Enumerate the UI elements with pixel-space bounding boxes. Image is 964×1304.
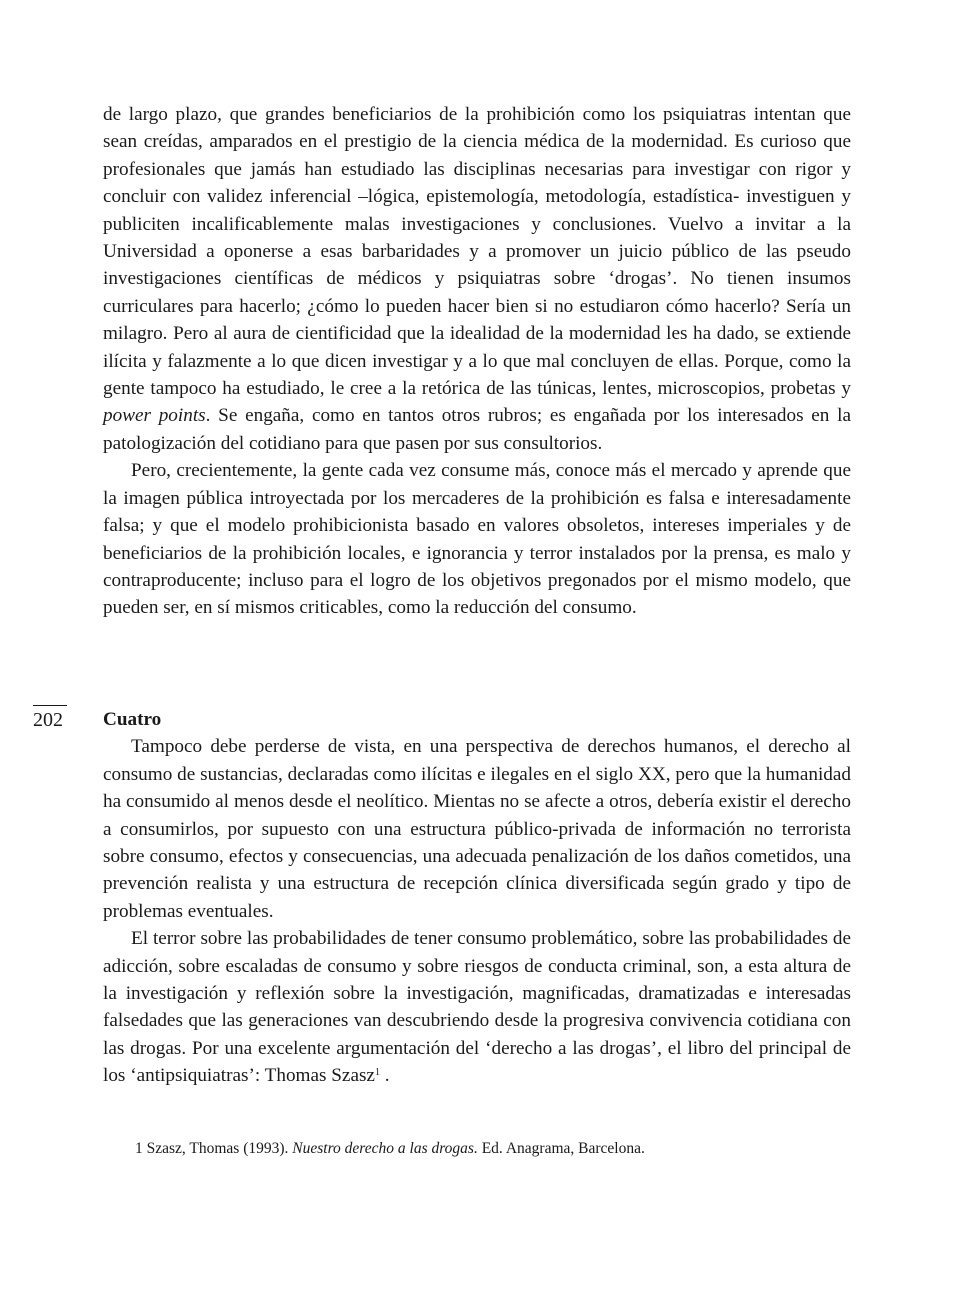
- page-number-rule: [33, 705, 67, 706]
- paragraph-pero: Pero, crecientemente, la gente cada vez consume más, conoce más el mercado y aprende que la imagen pública introyectada por los mercaderes de la prohibición es falsa e interesadamente falsa; y que el modelo prohibicionista basado en valores obsoletos, intereses imperiales y de beneficiarios de la prohibición locales, e ignorancia y terror instalados por la prensa, es malo y contraproducente; incluso para el logro de los objetivos pregonados por el mismo modelo, que pueden ser, en sí mismos criticables, como la reducción del consumo.: [103, 460, 851, 619]
- body-text-bottom: [103, 706, 851, 1090]
- paragraph-tampoco: Tampoco debe perderse de vista, en una perspectiva de derechos humanos, el derecho al consumo de sustancias, declaradas como ilícitas e ilegales en el siglo XX, pero que la humanidad ha consumido al menos desde el neolítico. Mientas no se afecte a otros, debería existir el derecho a consumirlos, por supuesto con una estructura público-privada de información no terrorista sobre consumo, efectos y consecuencias, una adecuada penalización de los daños cometidos, una prevención realista y una estructura de recepción clínica diversificada según grado y tipo de problemas eventuales.: [103, 736, 851, 922]
- footnote-number: 1: [135, 1140, 143, 1157]
- footnote-text: Szasz, Thomas (1993).: [142, 1140, 293, 1157]
- footnote-book-title: Nuestro derecho a las drogas.: [292, 1140, 478, 1157]
- footnote-publisher: Ed. Anagrama, Barcelona.: [477, 1140, 645, 1157]
- footnote: [135, 1138, 645, 1160]
- italic-term: power points: [103, 405, 206, 427]
- page-number: 202: [33, 709, 63, 731]
- paragraph-text-end: . Se engaña, como en tantos otros rubros; es engañada por los interesados en la patologización del cotidiano para que pasen por sus consultorios.: [103, 405, 851, 454]
- paragraph-end: .: [379, 1065, 390, 1087]
- paragraph-text: El terror sobre las probabilidades de tener consumo problemático, sobre las probabilidades de adicción, sobre escaladas de consumo y sobre riesgos de conducta criminal, son, a esta altura de la investigación y reflexión sobre la investigación, magnificadas, dramatizadas e interesadas falsedades que las generaciones van descubriendo desde la progresiva convivencia cotidiana con las drogas. Por una excelente argumentación del ‘derecho a las drogas’, el libro del principal de los ‘antipsiquiatras’: Thomas Szasz: [103, 928, 851, 1087]
- paragraph-terror: [103, 925, 851, 1089]
- footnote-reference: 1: [374, 1067, 380, 1079]
- body-text-top: [103, 101, 851, 622]
- section-heading: Cuatro: [103, 709, 162, 730]
- paragraph-text: de largo plazo, que grandes beneficiarios de la prohibición como los psiquiatras intentan que sean creídas, amparados en el prestigio de la ciencia médica de la modernidad. Es curioso que profesionales que jamás han estudiado las disciplinas necesarias para investigar con rigor y concluir con validez inferencial –lógica, epistemología, metodología, estadística- investiguen y publiciten incalificablemente malas investigaciones y conclusiones. Vuelvo a invitar a la Universidad a oponerse a esas barbaridades y a promover un juicio público de las pseudo investigaciones científicas de médicos y psiquiatras sobre ‘drogas’. No tienen insumos curriculares para hacerlo; ¿cómo lo pueden hacer bien si no estudiaron cómo hacerlo? Sería un milagro. Pero al aura de cientificidad que la idealidad de la modernidad les ha dado, se extiende ilícita y falazmente a lo que dicen investigar y a lo que mal concluyen de ellas. Porque, como la gente tampoco ha estudiado, le cree a la retórica de las túnicas, lentes, microscopios, probetas y: [103, 104, 851, 400]
- paragraph-continued: [103, 101, 851, 457]
